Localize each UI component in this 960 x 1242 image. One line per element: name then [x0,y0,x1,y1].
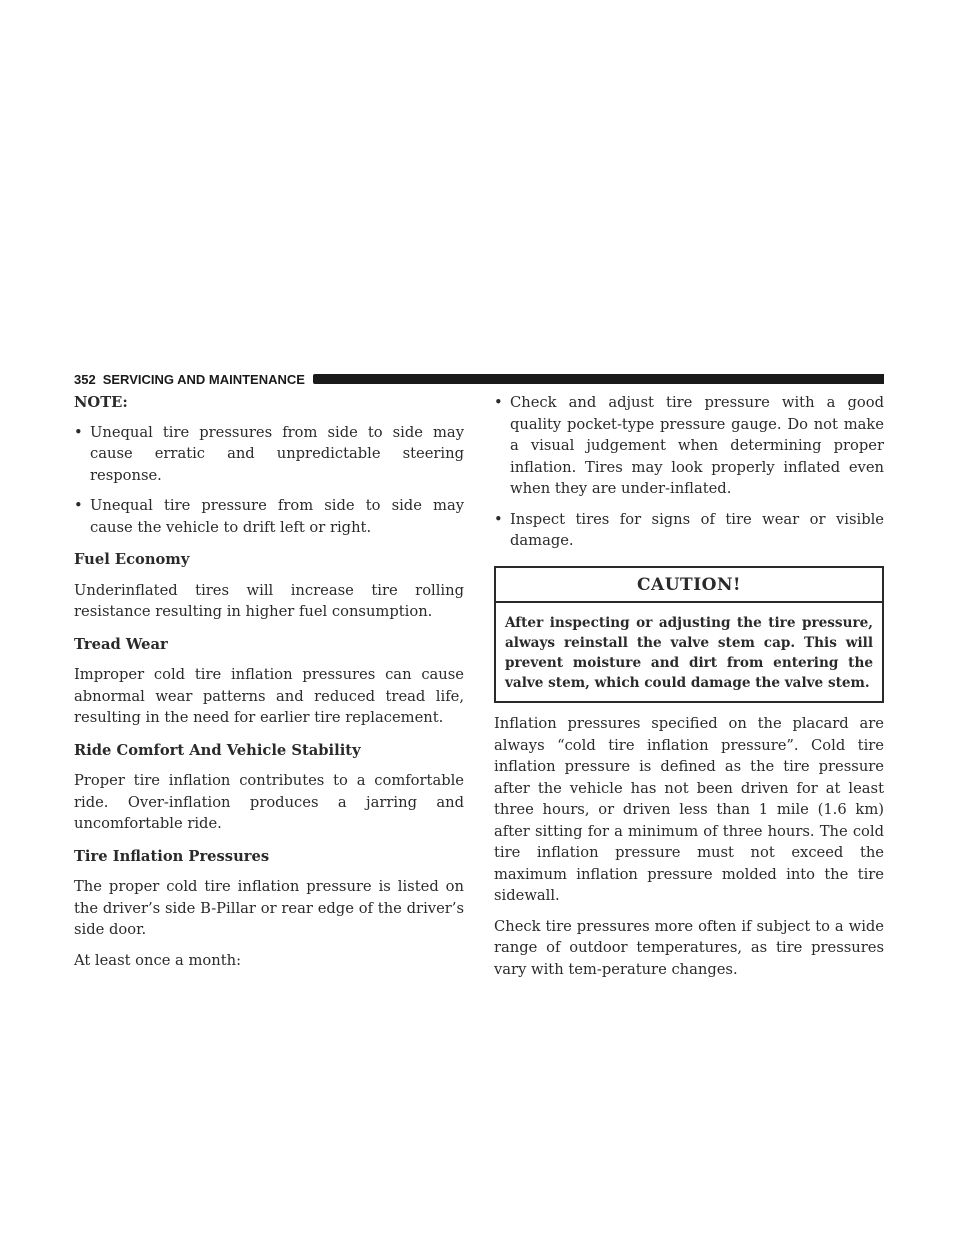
page-number: 352 [74,371,96,387]
paragraph: Inflation pressures specified on the placard are always “cold tire inflation pressure”. Cold tire inflation pressure is defined as the tire pressure after the vehicle has not been driven for at least three hours, or driven less than 1 mile (1.6 km) after sitting for a minimum of three hours. The cold tire inflation pressure must not exceed the maximum inflation pressure molded into the tire sidewall. [494,715,884,904]
list-item [74,495,464,538]
caution-text: After inspecting or adjusting the tire pressure, always reinstall the valve stem cap. This will prevent moisture and dirt from entering the valve stem, which could damage the valve stem. [505,615,873,691]
left-column [74,392,464,980]
caution-box [494,566,884,704]
page-header [74,370,884,388]
heading-ride-comfort: Ride Comfort And Vehicle Stability [74,741,361,759]
list-item [74,422,464,487]
list-item [494,509,884,552]
header-rule [313,374,884,384]
bullet-icon: • [494,510,503,528]
heading-tread-wear: Tread Wear [74,635,168,653]
paragraph: Check tire pressures more often if subject to a wide range of outdoor temperatures, as tire pressures vary with tem-perature changes. [494,917,884,978]
paragraph: Improper cold tire inflation pressures can cause abnormal wear patterns and reduced tread life, resulting in the need for earlier tire replacement. [74,666,464,726]
bullet-text: Inspect tires for signs of tire wear or visible damage. [510,510,884,549]
bullet-text: Unequal tire pressures from side to side may cause erratic and unpredictable steering response. [90,423,464,484]
bullet-text: Unequal tire pressure from side to side may cause the vehicle to drift left or right. [90,497,464,536]
list-item [494,392,884,500]
heading-tire-inflation-pressures: Tire Inflation Pressures [74,847,270,865]
right-column [494,392,884,989]
paragraph: At least once a month: [74,951,242,969]
bullet-text: Check and adjust tire pressure with a good quality pocket-type pressure gauge. Do not make a visual judgement when determining proper inflation. Tires may look properly inflated even when they are under-inflated. [510,394,884,497]
paragraph: The proper cold tire inflation pressure is listed on the driver’s side B-Pillar or rear edge of the driver’s side door. [74,878,464,938]
note-label: NOTE: [74,394,128,411]
bullet-icon: • [494,394,503,411]
caution-title: CAUTION! [496,568,882,604]
bullet-icon: • [74,497,83,514]
paragraph: Underinflated tires will increase tire rolling resistance resulting in higher fuel consumption. [74,581,464,620]
heading-fuel-economy: Fuel Economy [74,551,190,568]
bullet-icon: • [74,423,83,441]
paragraph: Proper tire inflation contributes to a comfortable ride. Over-inflation produces a jarring and uncomfortable ride. [74,772,464,832]
section-title: SERVICING AND MAINTENANCE [102,371,305,387]
